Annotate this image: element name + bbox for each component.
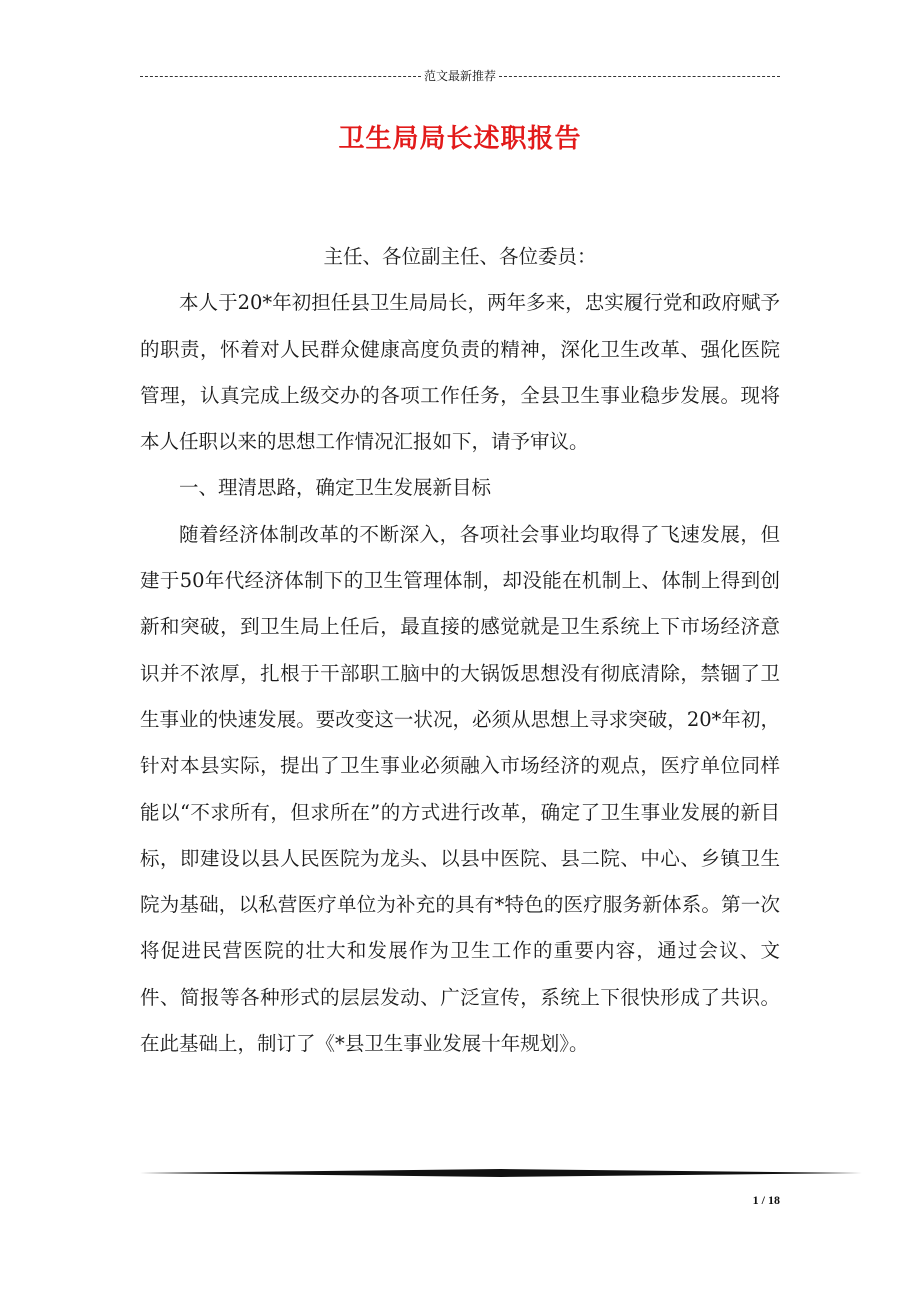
page-number: 1 / 18: [752, 1193, 780, 1207]
paragraph-intro: 本人于20*年初担任县卫生局局长，两年多来，忠实履行党和政府赋予的职责，怀着对人民群众健康高度负责的精神，深化卫生改革、强化医院管理，认真完成上级交办的各项工作任务，全县卫生事业稳步发展。现将本人任职以来的思想工作情况汇报如下，请予审议。: [140, 291, 780, 454]
footer-rule: [140, 1168, 862, 1178]
page-header: [140, 66, 780, 86]
header-dash-left: [140, 76, 421, 77]
paragraph-body: 随着经济体制改革的不断深入，各项社会事业均取得了飞速发展，但建于50年代经济体制下的卫生管理体制，却没能在机制上、体制上得到创新和突破，到卫生局上任后，最直接的感觉就是卫生系统上下市场经济意识并不浓厚，扎根于干部职工脑中的大锅饭思想没有彻底清除，禁锢了卫生事业的快速发展。要改变这一状况，必须从思想上寻求突破，20*年初，针对本县实际，提出了卫生事业必须融入市场经济的观点，医疗单位同样能以“不求所有，但求所在”的方式进行改革，确定了卫生事业发展的新目标，即建设以县人民医院为龙头、以县中医院、县二院、中心、乡镇卫生院为基础，以私营医疗单位为补充的具有*特色的医疗服务新体系。第一次将促进民营医院的壮大和发展作为卫生工作的重要内容，通过会议、文件、简报等各种形式的层层发动、广泛宣传，系统上下很快形成了共识。在此基础上，制订了《*县卫生事业发展十年规划》。: [140, 522, 780, 1056]
document-body: [140, 234, 780, 1067]
section-heading: 一、理清思路，确定卫生发展新目标: [179, 476, 492, 500]
document-title: 卫生局局长述职报告: [338, 124, 582, 154]
header-label: 范文最新推荐: [424, 69, 497, 83]
salutation: 主任、各位副主任、各位委员：: [323, 245, 597, 268]
header-dash-right: [499, 76, 780, 77]
